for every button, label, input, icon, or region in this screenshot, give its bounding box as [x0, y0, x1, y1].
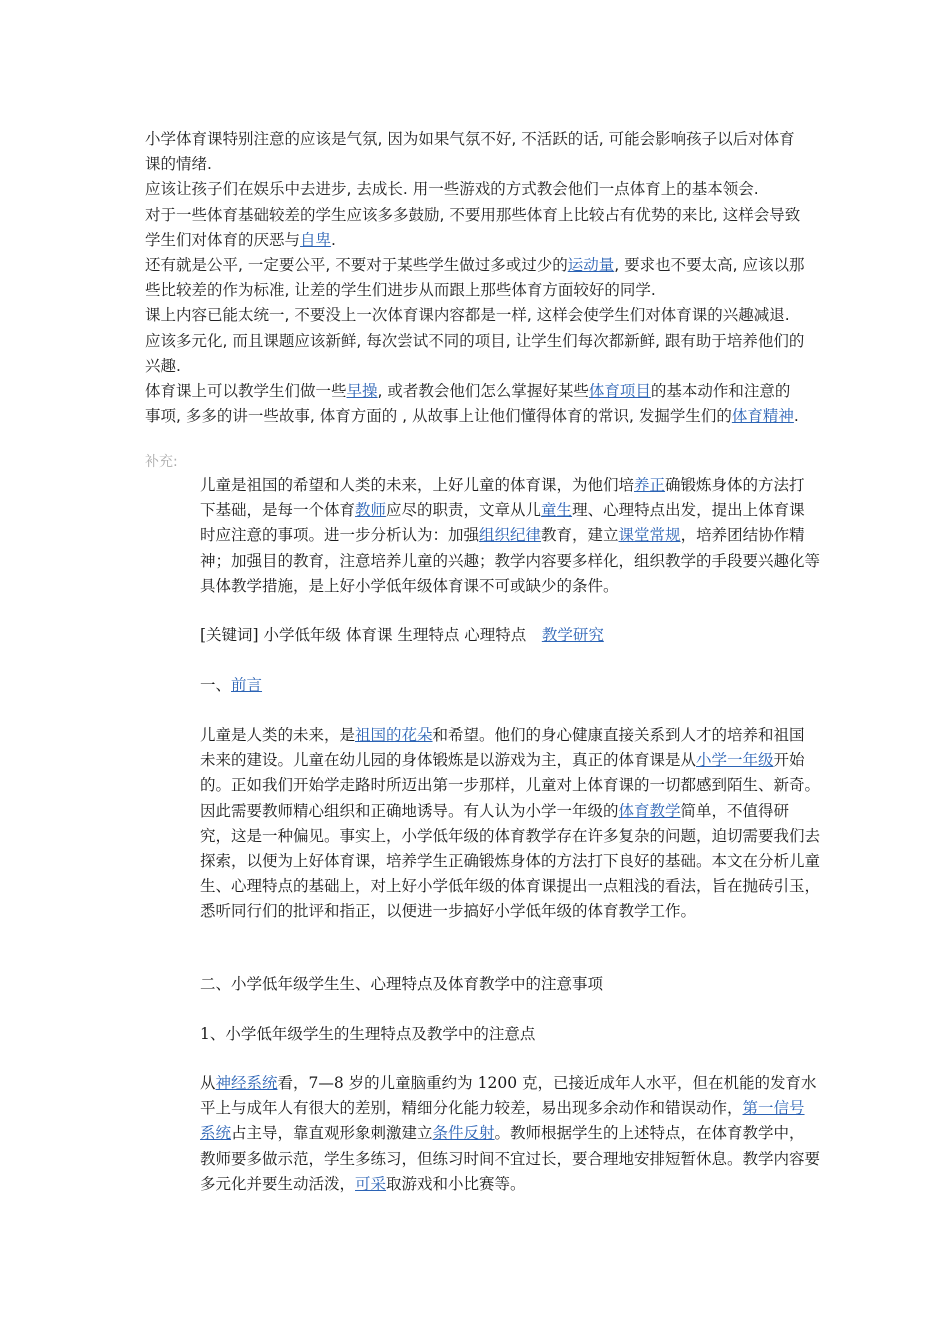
text-run: 理、心理特点出发，提出上体育课时应注意的事项。进一步分析认为：加强	[200, 501, 805, 545]
text-run: , 要求也不要太高, 应该以那些比较差的作为标准, 让差的学生们进步从而跟上那些体育方面较好的同学.	[145, 256, 805, 300]
text-run: 体育课上可以教学生们做一些	[145, 382, 347, 401]
text-run: 的基本动作和注意的事项, 多多的讲一些故事, 体育方面的 , 从故事上让他们懂得体育的常识, 发掘学生们的	[145, 382, 791, 426]
text-run: 。教师根据学生的上述特点，在体育教学中，教师要多做示范，学生多练习，但练习时间不宜过长，要合理地安排短暂休息。教学内容要多元化并要生动活泼，	[200, 1124, 821, 1193]
text-run: , 或者教会他们怎么掌握好某些	[377, 382, 589, 401]
keywords-line	[200, 623, 820, 648]
supplement-label: 补充:	[145, 454, 178, 470]
inline-link[interactable]: 第一信号系统	[200, 1099, 805, 1143]
abstract-paragraph	[200, 473, 820, 599]
text-run: 应尽的职责，文章从儿	[386, 501, 542, 520]
inline-link[interactable]: 早操	[346, 382, 378, 401]
inline-link[interactable]: 神经系统	[215, 1074, 278, 1092]
text-run: 二、小学低年级学生生、心理特点及体育教学中的注意事项	[200, 975, 604, 993]
text-run: 看，7—8 岁的儿童脑重约为 1200 克，已接近成年人水平，但在机能的发育水平上与成年人有很大的差别，精细分化能力较差，易出现多余动作和错误动作，	[200, 1074, 817, 1118]
text-run: 和希望。他们的身心健康直接关系到人才的培养和祖国未来的建设。儿童在幼儿园的身体锻炼是以游戏为主，真正的体育课是从	[200, 726, 805, 770]
text-run: [关键词] 小学低年级 体育课 生理特点 心理特点	[200, 626, 542, 644]
text-run: 一、	[200, 676, 232, 694]
subsection-heading-1	[200, 1022, 820, 1047]
inline-link[interactable]: 童生	[541, 501, 573, 520]
text-run: 儿童是祖国的希望和人类的未来，上好儿童的体育课，为他们培	[200, 476, 635, 494]
inline-link[interactable]: 组织纪律	[479, 526, 542, 545]
section-heading-preface	[200, 673, 820, 698]
inline-link[interactable]: 体育精神	[731, 407, 794, 426]
inline-link[interactable]: 自卑	[300, 230, 332, 249]
inline-link[interactable]: 条件反射	[432, 1124, 495, 1143]
paragraph	[145, 379, 805, 429]
inline-link[interactable]: 前言	[231, 676, 263, 694]
text-run: 占主导，靠直观形象刺激建立	[231, 1124, 433, 1143]
inline-link[interactable]: 课堂常规	[618, 526, 681, 545]
text-run: 应该让孩子们在娱乐中去进步, 去成长. 用一些游戏的方式教会他们一点体育上的基本领会.	[145, 180, 759, 199]
text-run: 教育，建立	[541, 526, 619, 545]
preface-paragraph	[200, 723, 820, 925]
inline-link[interactable]: 教师	[355, 501, 387, 520]
paragraph	[145, 253, 805, 303]
inline-link[interactable]: 运动量	[567, 256, 615, 275]
inline-link[interactable]: 可采	[355, 1174, 387, 1193]
text-run: 开始的。正如我们开始学走路时所迈出第一步那样，儿童对上体育课的一切都感到陌生、新奇。因此需要教师精心组织和正确地诱导。有人认为小学一年级的	[200, 751, 821, 820]
text-run: 小学体育课特别注意的应该是气氛, 因为如果气氛不好, 不活跃的话, 可能会影响孩子以后对体育课的情绪.	[145, 130, 795, 174]
physiology-paragraph	[200, 1071, 820, 1197]
text-run: 确锻炼身体的方法打下基础，是每一个体育	[200, 476, 805, 520]
paragraph	[145, 203, 805, 253]
paragraph	[145, 127, 805, 177]
answer-text	[145, 127, 805, 429]
section-heading-2	[200, 972, 820, 997]
text-run: 课上内容已能太统一, 不要没上一次体育课内容都是一样, 这样会使学生们对体育课的兴趣减退. 应该多元化, 而且课题应该新鲜, 每次尝试不同的项目, 让学生们每次都新鲜, 跟有助于培养他们的兴趣.	[145, 306, 805, 375]
text-run: ，培养团结协作精神；加强目的教育，注意培养儿童的兴趣；教学内容要多样化，组织教学的手段要兴趣化等具体教学措施，是上好小学低年级体育课不可或缺少的条件。	[200, 526, 821, 595]
text-run: 还有就是公平, 一定要公平, 不要对于某些学生做过多或过少的	[145, 256, 568, 275]
text-run: 对于一些体育基础较差的学生应该多多鼓励, 不要用那些体育上比较占有优势的来比, 这样会导致学生们对体育的厌恶与	[145, 205, 801, 249]
text-run: 简单，不值得研究，这是一种偏见。事实上，小学低年级的体育教学存在许多复杂的问题，迫切需要我们去探索，以便为上好体育课，培养学生正确锻炼身体的方法打下良好的基础。本文在分析儿童生、心理特点的基础上，对上好小学低年级的体育课提出一点粗浅的看法，旨在抛砖引玉，悉听同行们的批评和指正，以便进一步搞好小学低年级的体育教学工作。	[200, 801, 821, 921]
text-run: 1、小学低年级学生的生理特点及教学中的注意点	[200, 1025, 536, 1043]
text-run: 取游戏和小比赛等。	[386, 1174, 526, 1193]
text-run: .	[793, 407, 799, 426]
paragraph	[145, 303, 805, 379]
text-run: .	[331, 230, 336, 249]
inline-link[interactable]: 教学研究	[541, 626, 604, 644]
inline-link[interactable]: 体育项目	[588, 382, 651, 401]
text-run: 儿童是人类的未来，是	[200, 726, 356, 744]
inline-link[interactable]: 体育教学	[618, 801, 681, 820]
inline-link[interactable]: 养正	[634, 476, 666, 494]
paragraph	[145, 177, 805, 202]
inline-link[interactable]: 祖国的花朵	[355, 726, 433, 744]
text-run: 从	[200, 1074, 216, 1092]
inline-link[interactable]: 小学一年级	[696, 751, 774, 770]
